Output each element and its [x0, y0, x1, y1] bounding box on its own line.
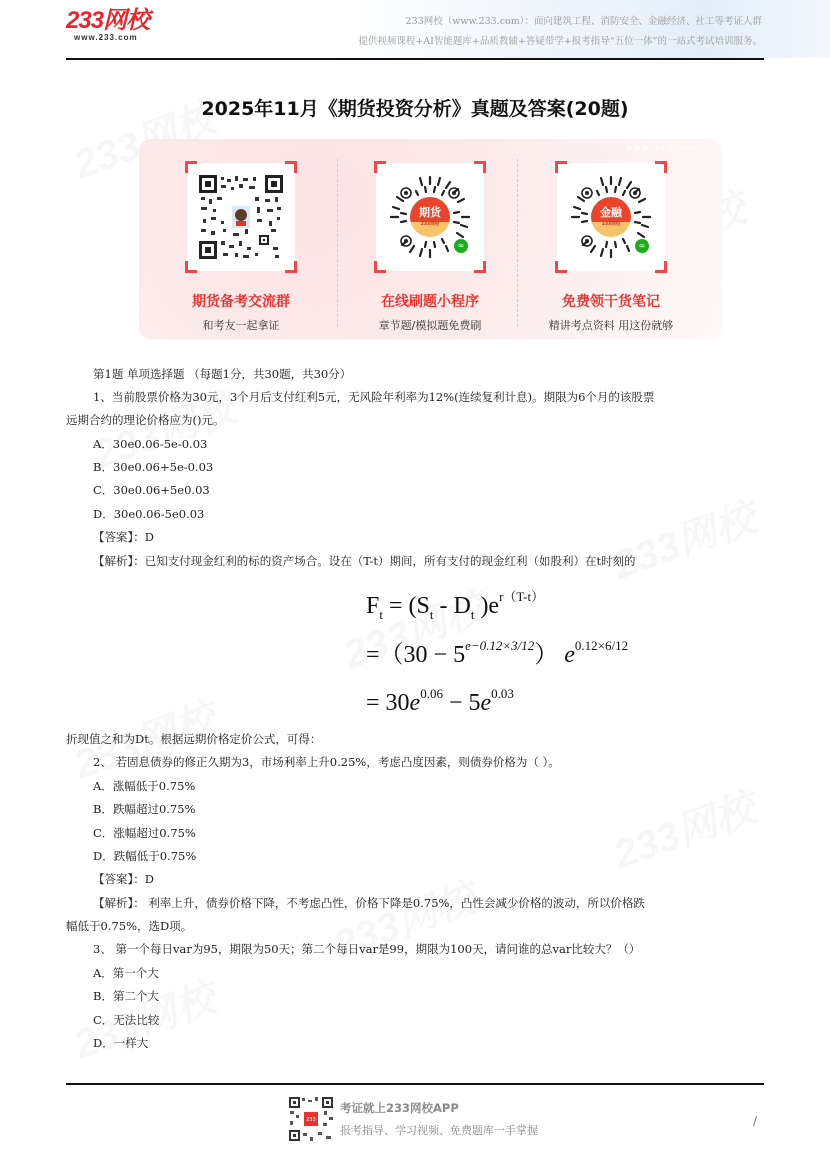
option-c: C．无法比较 — [93, 1013, 160, 1027]
option-d: D．跌幅低于0.75% — [93, 849, 197, 863]
site-logo[interactable] — [66, 9, 166, 42]
app-promo-footer[interactable] — [288, 1096, 588, 1146]
frame-corner — [655, 161, 667, 173]
page-number: / — [753, 1114, 758, 1128]
frame-corner — [555, 161, 567, 173]
frame-corner — [285, 261, 297, 273]
promo-subtitle: 章节题/模拟题免费刷 — [378, 319, 482, 332]
wechat-mini-program-icon: ∞ — [635, 239, 649, 253]
header-divider — [66, 58, 764, 60]
document-title: 2025年11月《期货投资分析》真题及答案(20题) — [201, 98, 629, 120]
frame-corner — [185, 261, 197, 273]
banner-divider — [337, 159, 338, 327]
promo-mini-program[interactable] — [340, 163, 520, 333]
logo-url: www.233.com — [74, 33, 138, 42]
svg-text:233: 233 — [306, 1117, 316, 1123]
frame-corner — [474, 261, 486, 273]
option-c: C．涨幅超过0.75% — [93, 826, 196, 840]
formula-row-3: = $30e^{0.06} - 5e^{0.03}$ — [366, 686, 514, 716]
frame-corner — [374, 261, 386, 273]
formula-row-2: $=(30 - 5^{e-0.12\times 3/12})$ $e^{0.12\times 6/12}$ — [366, 638, 629, 668]
question-stem: 1、当前股票价格为30元，3个月后支付红利5元，无风险年利率为12%(连续复利计息)。期限为6个月的该股票 — [93, 390, 655, 404]
badge-subtext: 233网校 — [420, 222, 440, 227]
answer: 【答案】：D — [93, 872, 154, 886]
analysis: 【解析】： 利率上升，债券价格下降，不考虑凸性，价格下降是0.75%，凸性会减少价格的波动，所以价格跌 — [93, 896, 645, 910]
question-stem: 3、 第一个每日var为95，期限为50天；第二个每日var是99，期限为100天，请问谁的总var比较大？（） — [93, 942, 641, 956]
question-stem: 2、 若固息债券的修正久期为3，市场利率上升0.25%，考虑凸度因素，则债券价格为（ ）。 — [93, 755, 560, 769]
promo-subtitle: 和考友一起拿证 — [202, 319, 280, 332]
frame-corner — [374, 161, 386, 173]
finance-badge — [591, 197, 631, 237]
option-c: C．30e0.06+5e0.03 — [93, 483, 210, 497]
promo-subtitle: 精讲考点资料 用这份就够 — [548, 319, 674, 332]
frame-corner — [285, 161, 297, 173]
option-b: B．第二个大 — [93, 989, 159, 1003]
frame-corner — [474, 161, 486, 173]
watermark — [605, 777, 762, 881]
header-tagline — [358, 12, 762, 52]
watermark — [605, 487, 762, 591]
option-a: A．第一个大 — [93, 966, 159, 980]
app-qr-code-icon[interactable] — [288, 1096, 334, 1142]
badge-text: 期货 — [419, 206, 441, 219]
sun-code — [569, 175, 653, 259]
frame-corner — [185, 161, 197, 173]
formula-row-1: $F_t = (S_t - D_t$ )$e^{r(T-t)}$ — [366, 589, 545, 622]
promo-banner — [139, 139, 722, 339]
banner-url: www.233.com — [626, 145, 700, 152]
footer-divider — [66, 1083, 764, 1085]
answer: 【答案】：D — [93, 530, 154, 544]
analysis-cont: 折现值之和为Dt。根据远期价格定价公式，可得： — [66, 732, 322, 746]
qr-code-group[interactable] — [187, 163, 295, 271]
option-d: D．一样大 — [93, 1036, 149, 1050]
option-a: A．30e0.06-5e-0.03 — [93, 437, 208, 451]
mini-program-code[interactable] — [557, 163, 665, 271]
tagline-line-2: 提供视频课程+AI智能题库+品质教辅+答疑带学+报考指导“五位一体”的一站式考试培训服务。 — [358, 36, 762, 47]
section-header: 第1题 单项选择题 （每题1分，共30题，共30分） — [93, 367, 352, 381]
promo-title: 免费领干货笔记 — [562, 294, 660, 310]
analysis-cont: 幅低于0.75%，选D项。 — [66, 919, 193, 933]
qr-code-icon — [199, 175, 283, 259]
badge-subtext: 233网校 — [601, 222, 621, 227]
footer-title: 考证就上233网校APP — [340, 1101, 459, 1115]
promo-title: 期货备考交流群 — [192, 294, 290, 310]
promo-study-group[interactable] — [151, 163, 331, 333]
option-a: A．涨幅低于0.75% — [93, 779, 196, 793]
mini-program-code[interactable] — [376, 163, 484, 271]
logo-text: 233网校 — [66, 7, 150, 34]
option-b: B．30e0.06+5e-0.03 — [93, 460, 214, 474]
tagline-line-1: 233网校（www.233.com）：面向建筑工程、消防安全、金融经济、社工等考证人群 — [405, 16, 762, 27]
sun-code — [388, 175, 472, 259]
badge-text: 金融 — [600, 206, 622, 219]
analysis: 【解析】：已知支付现金红利的标的资产场合。设在（T-t）期间，所有支付的现金红利（如股利）在t时刻的 — [93, 554, 636, 568]
promo-free-notes[interactable] — [521, 163, 701, 333]
wechat-mini-program-icon: ∞ — [454, 239, 468, 253]
promo-title: 在线刷题小程序 — [381, 294, 479, 310]
question-stem-cont: 远期合约的理论价格应为()元。 — [66, 413, 225, 427]
footer-subtitle: 报考指导、学习视频、免费题库一手掌握 — [340, 1124, 538, 1137]
frame-corner — [655, 261, 667, 273]
page-header — [0, 0, 830, 58]
option-d: D．30e0.06-5e0.03 — [93, 507, 205, 521]
frame-corner — [555, 261, 567, 273]
formula-image — [366, 582, 766, 732]
futures-badge — [410, 197, 450, 237]
option-b: B．跌幅超过0.75% — [93, 802, 196, 816]
